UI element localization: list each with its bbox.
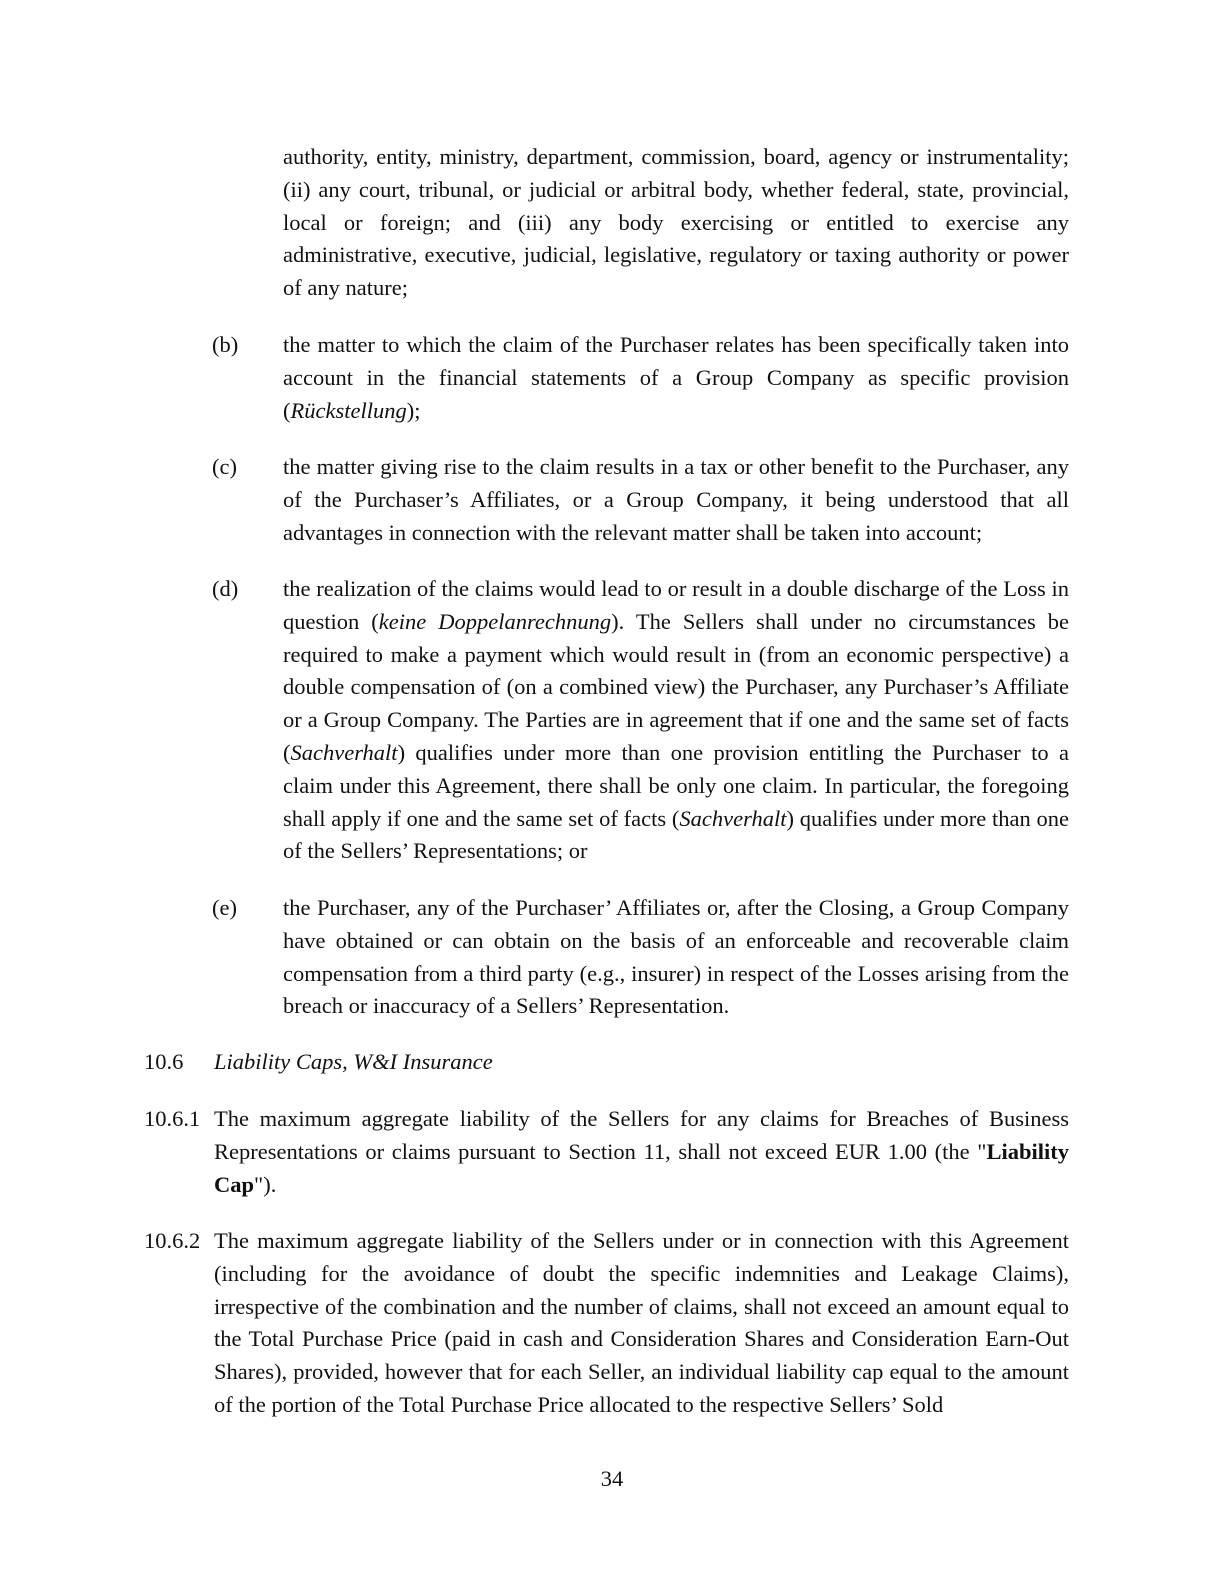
item-label-d: (d)	[212, 576, 239, 601]
item-label-e: (e)	[212, 895, 237, 920]
item-text-b: the matter to which the claim of the Purchaser relates has been specifically taken into account in the financial statements of a Group Company as specific provision (Rückstellung);	[283, 332, 1069, 423]
page-number: 34	[600, 1466, 624, 1491]
subsection-number-10-6-2: 10.6.2	[144, 1228, 201, 1253]
subsection-text-10-6-2: The maximum aggregate liability of the Sellers under or in connection with this Agreement (including for the avoidance of doubt the specific indemnities and Leakage Claims), irrespective of the combination and the number of claims, shall not exceed an amount equal to the Total Purchase Price (paid in cash and Consideration Shares and Consideration Earn-Out Shares), provided, however that for each Seller, an individual liability cap equal to the amount of the portion of the Total Purchase Price allocated to the respective Sellers’ Sold	[214, 1228, 1069, 1417]
item-label-b: (b)	[212, 332, 239, 357]
item-text-d: the realization of the claims would lead to or result in a double discharge of the Loss in question (keine Doppelanrechnung). The Sellers shall under no circumstances be required to make a payment which would result in (from an economic perspective) a double compensation of (on a combined view) the Purchaser, any Purchaser’s Affiliate or a Group Company. The Parties are in agreement that if one and the same set of facts (Sachverhalt) qualifies under more than one provision entitling the Purchaser to a claim under this Agreement, there shall be only one claim. In particular, the foregoing shall apply if one and the same set of facts (Sachverhalt) qualifies under more than one of the Sellers’ Representations; or	[283, 576, 1070, 864]
subsection-number-10-6-1: 10.6.1	[144, 1106, 201, 1131]
item-text-c: the matter giving rise to the claim results in a tax or other benefit to the Purchaser, any of the Purchaser’s Affiliates, or a Group Company, it being understood that all advantages in connection with the relevant matter shall be taken into account;	[283, 454, 1069, 545]
item-label-c: (c)	[212, 454, 237, 479]
subsection-text-10-6-1: The maximum aggregate liability of the Sellers for any claims for Breaches of Business Representations or claims pursuant to Section 11, shall not exceed EUR 1.00 (the "Liability Cap").	[214, 1106, 1069, 1197]
section-number-10-6: 10.6	[144, 1049, 184, 1074]
continuation-paragraph: authority, entity, ministry, department, commission, board, agency or instrumentality; (ii) any court, tribunal, or judicial or arbitral body, whether federal, state, provincial, local or foreign; and (iii) any body exercising or entitled to exercise any administrative, executive, judicial, legislative, regulatory or taxing authority or power of any nature;	[283, 144, 1069, 301]
item-text-e: the Purchaser, any of the Purchaser’ Affiliates or, after the Closing, a Group Company have obtained or can obtain on the basis of an enforceable and recoverable claim compensation from a third party (e.g., insurer) in respect of the Losses arising from the breach or inaccuracy of a Sellers’ Representation.	[283, 895, 1069, 1019]
section-heading: Liability Caps, W&I Insurance	[214, 1049, 493, 1074]
